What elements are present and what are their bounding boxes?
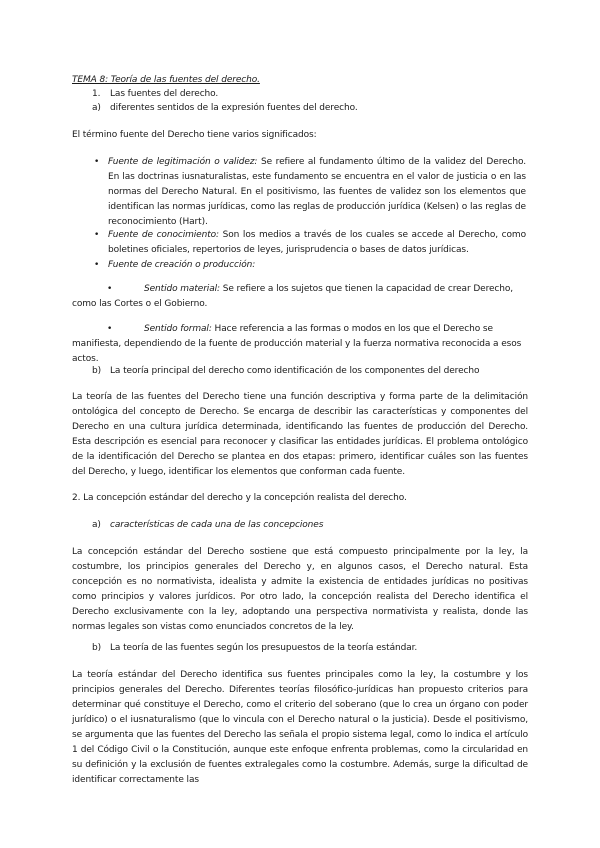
heading-text: La teoría principal del derecho como identificación de los componentes del derecho: [110, 366, 480, 376]
bullet-creacion: [108, 258, 526, 273]
bullet-legitimacion: [108, 155, 526, 230]
heading-text: características de cada una de las concepciones: [110, 520, 324, 530]
bullet-text: Son los medios a través de los cuales se accede al Derecho, como boletines oficiales, repertorios de leyes, jurisprudencia o bases de datos jurídicas.: [108, 230, 526, 255]
list-item-text: Las fuentes del derecho.: [110, 89, 219, 99]
list-marker: 1.: [92, 89, 101, 99]
list-marker: a): [92, 520, 101, 530]
intro-list-item: [92, 87, 522, 102]
bullet-lead: Fuente de conocimiento:: [108, 230, 219, 240]
paragraph-2a: La concepción estándar del Derecho sostiene que está compuesto principalmente por la ley, la costumbre, los principios generales del Derecho y, en algunos casos, el Derecho natural. Esta concepción es no normativista, idealista y admite la existencia de entidades jurídicas no positivas como principios y valores jurídicos. Por otro lado, la concepción realista del Derecho identifica el Derecho exclusivamente con la ley, adoptando una perspectiva normativista y realista, donde las normas legales son vistas como enunciados concretos de la ley.: [72, 547, 528, 632]
heading-2: 2. La concepción estándar del derecho y la concepción realista del derecho.: [72, 493, 407, 503]
heading-2a: [92, 518, 522, 533]
bullet-icon: •: [94, 230, 100, 240]
heading-b1: [92, 364, 522, 379]
sub-bullet-icon: •: [107, 324, 113, 334]
bullet-conocimiento: [108, 228, 526, 258]
list-marker: b): [92, 643, 102, 653]
sub-bullet-icon: •: [107, 284, 113, 294]
heading-2b: [92, 641, 522, 656]
paragraph-b1: La teoría de las fuentes del Derecho tiene una función descriptiva y forma parte de la delimitación ontológica del concepto de Derecho. Se encarga de describir las características y componentes del Derecho en una cultura jurídica determinada, identificando las fuentes de producción del Derecho. Esta descripción es esencial para reconocer y clasificar las entidades jurídicas. El problema ontológico de la identificación del Derecho se plantea en dos etapas: primero, identificar cuáles son las fuentes del Derecho, y luego, identificar los elementos que conforman cada fuente.: [72, 392, 528, 477]
sub-bullet-text: Hace referencia a las formas o modos en los que el Derecho se manifiesta, dependiendo de la fuente de producción material y la fuerza normativa reconocida a esos actos.: [72, 324, 522, 364]
list-item-text: diferentes sentidos de la expresión fuentes del derecho.: [110, 103, 358, 113]
sub-bullet-formal: [72, 322, 528, 367]
sub-bullet-material: [72, 282, 528, 312]
list-marker: a): [92, 103, 101, 113]
bullet-text: Se refiere al fundamento último de la validez del Derecho. En las doctrinas iusnaturalistas, este fundamento se encuentra en el valor de justicia o en las normas del Derecho Natural. En el positivismo, las fuentes de validez son los elementos que identifican las normas jurídicas, como las reglas de producción jurídica (Kelsen) o las reglas de reconocimiento (Hart).: [108, 157, 526, 227]
bullet-lead: Fuente de creación o producción:: [108, 260, 256, 270]
sub-bullet-lead: Sentido material:: [144, 284, 220, 294]
document-title: TEMA 8: Teoría de las fuentes del derecho.: [72, 75, 260, 85]
heading-text: La teoría de las fuentes según los presupuestos de la teoría estándar.: [110, 643, 418, 653]
sub-bullet-lead: Sentido formal:: [144, 324, 212, 334]
bullet-lead: Fuente de legitimación o validez:: [108, 157, 258, 167]
list-marker: b): [92, 366, 102, 376]
paragraph-term: El término fuente del Derecho tiene varios significados:: [72, 130, 317, 140]
bullet-icon: •: [94, 260, 100, 270]
sub-bullet-text: Se refiere a los sujetos que tienen la capacidad de crear Derecho, como las Cortes o el Gobierno.: [72, 284, 514, 309]
bullet-icon: •: [94, 157, 100, 167]
intro-list-item: [92, 101, 522, 116]
paragraph-2b: La teoría estándar del Derecho identifica sus fuentes principales como la ley, la costumbre y los principios generales del Derecho. Diferentes teorías filosófico-jurídicas han propuesto criterios para determinar qué constituye el Derecho, como el criterio del soberano (que lo crea un órgano con poder jurídico) o el iusnaturalismo (que lo vincula con el Derecho natural o la justicia). Desde el positivismo, se argumenta que las fuentes del Derecho las señala el propio sistema legal, como lo indica el artículo 1 del Código Civil o la Constitución, aunque este enfoque enfrenta problemas, como la circularidad en su definición y la exclusión de fuentes extralegales como la costumbre. Además, surge la dificultad de identificar correctamente las: [72, 670, 528, 785]
